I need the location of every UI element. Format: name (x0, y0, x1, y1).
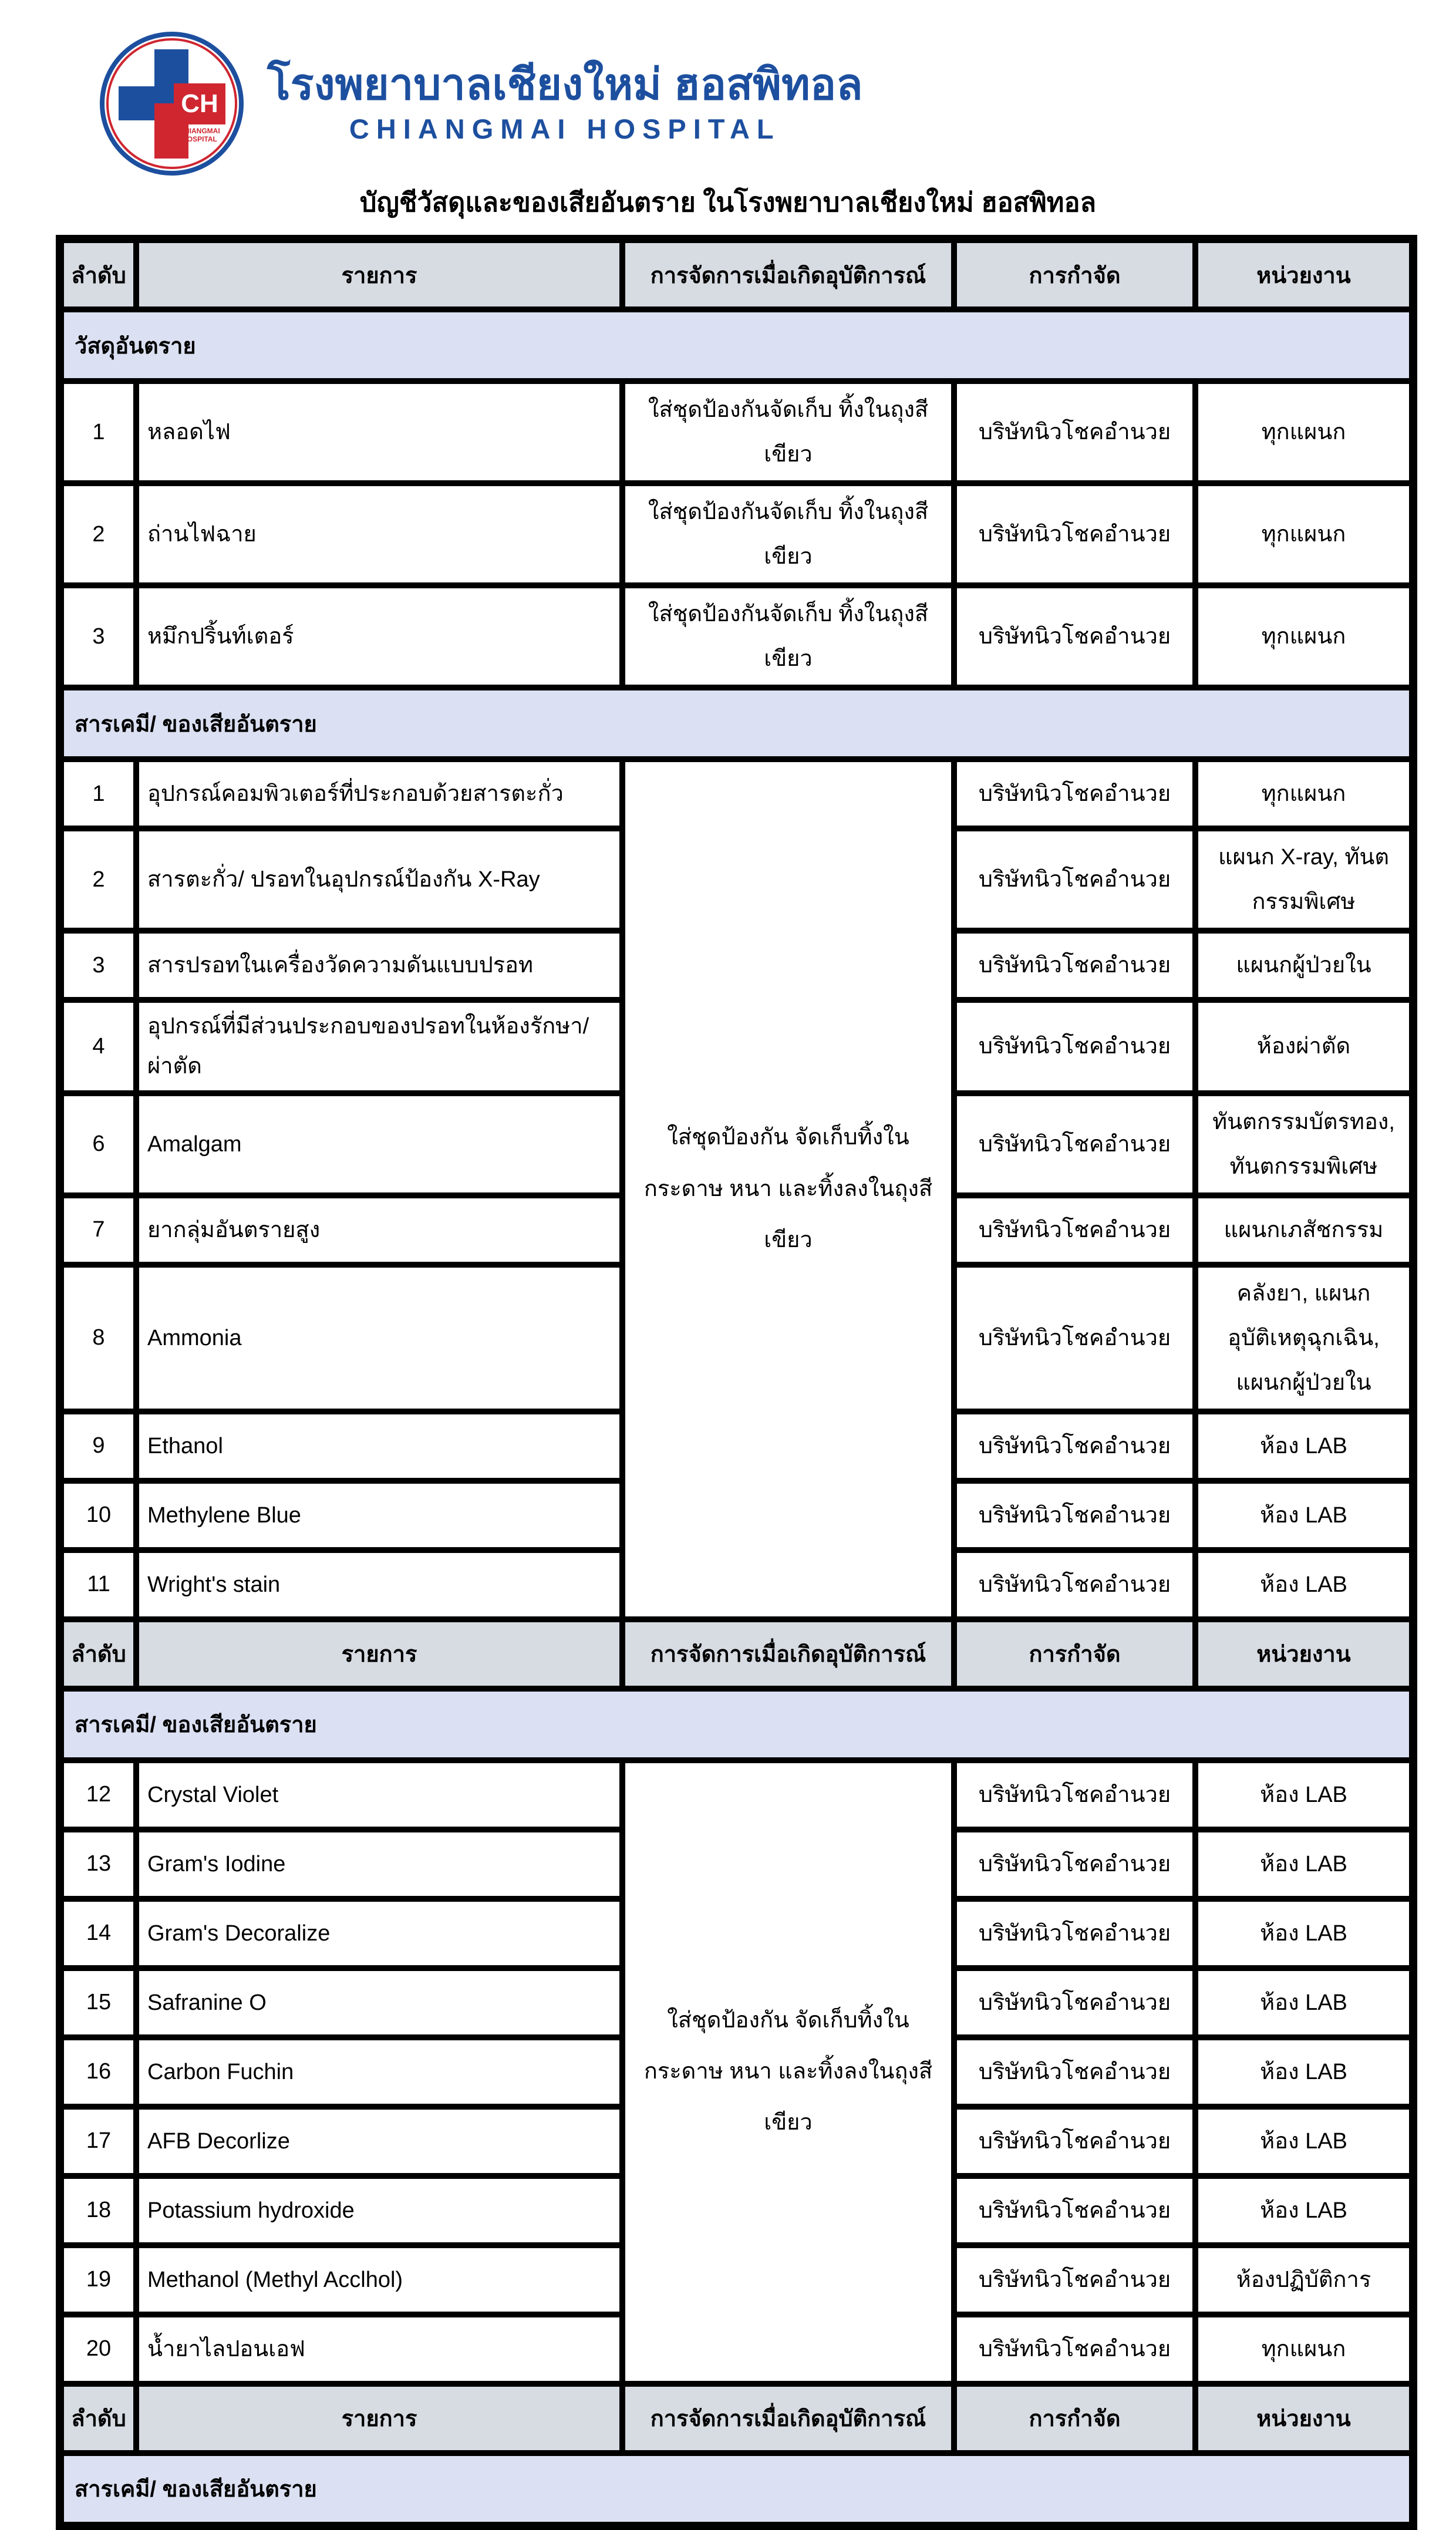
row-number-cell: 3 (60, 931, 136, 1000)
disposal-cell: บริษัทนิวโชคอำนวย (954, 2037, 1195, 2107)
section-header-row (60, 688, 1413, 759)
item-cell: Gram's Decoralize (136, 1899, 622, 1968)
disposal-cell: บริษัทนิวโชคอำนวย (954, 1093, 1195, 1195)
item-cell: น้ำยาไลปอนเอฟ (136, 2315, 622, 2384)
table-row (60, 585, 1413, 688)
item-cell: สารปรอทในเครื่องวัดความดันแบบปรอท (136, 931, 622, 1000)
column-header-2: การจัดการเมื่อเกิดอุบัติการณ์ (622, 2384, 954, 2453)
item-cell: Ethanol (136, 1411, 622, 1481)
disposal-cell: บริษัทนิวโชคอำนวย (954, 1968, 1195, 2037)
disposal-cell: บริษัทนิวโชคอำนวย (954, 759, 1195, 828)
unit-cell: ห้อง LAB (1195, 1968, 1413, 2037)
row-number-cell: 2 (60, 828, 136, 931)
item-cell: ถ่านไฟฉาย (136, 483, 622, 585)
unit-cell: คลังยา, แผนกอุบัติเหตุฉุกเฉิน, แผนกผู้ป่วยใน (1195, 1265, 1413, 1411)
disposal-cell: บริษัทนิวโชคอำนวย (954, 483, 1195, 585)
item-cell: Potassium hydroxide (136, 2176, 622, 2245)
section-header-label: วัสดุอันตราย (60, 309, 1413, 381)
disposal-cell: บริษัทนิวโชคอำนวย (954, 1481, 1195, 1550)
column-header-1: รายการ (136, 2384, 622, 2453)
disposal-cell: บริษัทนิวโชคอำนวย (954, 828, 1195, 931)
item-cell: Crystal Violet (136, 1760, 622, 1830)
unit-cell: ทันตกรรมบัตรทอง, ทันตกรรมพิเศษ (1195, 1093, 1413, 1195)
handling-cell: ใส่ชุดป้องกันจัดเก็บ ทิ้งในถุงสีเขียว (622, 381, 954, 483)
row-number-cell: 17 (60, 2107, 136, 2176)
unit-cell: ทุกแผนก (1195, 483, 1413, 585)
column-header-1: รายการ (136, 239, 622, 309)
disposal-cell: บริษัทนิวโชคอำนวย (954, 1000, 1195, 1093)
row-number-cell: 4 (60, 1000, 136, 1093)
handling-cell: ใส่ชุดป้องกันจัดเก็บ ทิ้งในถุงสีเขียว (622, 585, 954, 688)
document-page (0, 31, 1456, 2502)
unit-cell: ห้อง LAB (1195, 1481, 1413, 1550)
section-header-row (60, 2453, 1413, 2526)
unit-cell: ทุกแผนก (1195, 585, 1413, 688)
unit-cell: ห้องผ่าตัด (1195, 1000, 1413, 1093)
column-header-3: การกำจัด (954, 239, 1195, 309)
row-number-cell: 1 (60, 381, 136, 483)
logo-caption (174, 127, 225, 144)
table-row (60, 759, 1413, 828)
item-cell: Methanol (Methyl Acclhol) (136, 2245, 622, 2315)
row-number-cell: 7 (60, 1195, 136, 1265)
disposal-cell: บริษัทนิวโชคอำนวย (954, 1550, 1195, 1619)
disposal-cell: บริษัทนิวโชคอำนวย (954, 2315, 1195, 2384)
logo-caption-line2: HOSPITAL (182, 134, 217, 143)
item-cell: หมึกปริ้นท์เตอร์ (136, 585, 622, 688)
hazard-table-body (60, 239, 1413, 2526)
unit-cell: ห้อง LAB (1195, 1550, 1413, 1619)
column-header-4: หน่วยงาน (1195, 239, 1413, 309)
disposal-cell: บริษัทนิวโชคอำนวย (954, 2245, 1195, 2315)
unit-cell: ห้อง LAB (1195, 1760, 1413, 1830)
column-header-4: หน่วยงาน (1195, 2384, 1413, 2453)
disposal-cell: บริษัทนิวโชคอำนวย (954, 1899, 1195, 1968)
unit-cell: ทุกแผนก (1195, 381, 1413, 483)
hospital-name-thai: โรงพยาบาลเชียงใหม่ ฮอสพิทอล (267, 59, 863, 109)
unit-cell: แผนก X-ray, ทันตกรรมพิเศษ (1195, 828, 1413, 931)
row-number-cell: 11 (60, 1550, 136, 1619)
handling-cell-merged: ใส่ชุดป้องกัน จัดเก็บทิ้งในกระดาษ หนา และทิ้งลงในถุงสีเขียว (622, 759, 954, 1619)
row-number-cell: 6 (60, 1093, 136, 1195)
table-row (60, 381, 1413, 483)
column-header-2: การจัดการเมื่อเกิดอุบัติการณ์ (622, 239, 954, 309)
disposal-cell: บริษัทนิวโชคอำนวย (954, 931, 1195, 1000)
row-number-cell: 15 (60, 1968, 136, 2037)
item-cell: Wright's stain (136, 1550, 622, 1619)
disposal-cell: บริษัทนิวโชคอำนวย (954, 2107, 1195, 2176)
document-title: บัญชีวัสดุและของเสียอันตราย ในโรงพยาบาลเชียงใหม่ ฮอสพิทอล (359, 187, 1097, 217)
hazardous-materials-table (56, 235, 1417, 2530)
hospital-name-block (267, 59, 863, 146)
unit-cell: ห้อง LAB (1195, 2037, 1413, 2107)
item-cell: Gram's Iodine (136, 1830, 622, 1899)
item-cell: หลอดไฟ (136, 381, 622, 483)
unit-cell: ห้องปฏิบัติการ (1195, 2245, 1413, 2315)
unit-cell: แผนกผู้ป่วยใน (1195, 931, 1413, 1000)
unit-cell: ทุกแผนก (1195, 759, 1413, 828)
column-header-row (60, 239, 1413, 309)
column-header-4: หน่วยงาน (1195, 1619, 1413, 1689)
disposal-cell: บริษัทนิวโชคอำนวย (954, 2176, 1195, 2245)
unit-cell: ห้อง LAB (1195, 2107, 1413, 2176)
item-cell: สารตะกั่ว/ ปรอทในอุปกรณ์ป้องกัน X-Ray (136, 828, 622, 931)
disposal-cell: บริษัทนิวโชคอำนวย (954, 381, 1195, 483)
item-cell: อุปกรณ์ที่มีส่วนประกอบของปรอทในห้องรักษา/ ผ่าตัด (136, 1000, 622, 1093)
hospital-name-english: CHIANGMAI HOSPITAL (349, 113, 781, 145)
logo-monogram: CH (174, 83, 225, 124)
disposal-cell: บริษัทนิวโชคอำนวย (954, 1830, 1195, 1899)
section-header-label: สารเคมี/ ของเสียอันตราย (60, 688, 1413, 759)
disposal-cell: บริษัทนิวโชคอำนวย (954, 1411, 1195, 1481)
row-number-cell: 9 (60, 1411, 136, 1481)
section-header-row (60, 309, 1413, 381)
item-cell: Safranine O (136, 1968, 622, 2037)
row-number-cell: 16 (60, 2037, 136, 2107)
item-cell: ยากลุ่มอันตรายสูง (136, 1195, 622, 1265)
handling-cell-merged: ใส่ชุดป้องกัน จัดเก็บทิ้งในกระดาษ หนา และทิ้งลงในถุงสีเขียว (622, 1760, 954, 2384)
item-cell: อุปกรณ์คอมพิวเตอร์ที่ประกอบด้วยสารตะกั่ว (136, 759, 622, 828)
hospital-brand-header (100, 31, 1456, 176)
row-number-cell: 10 (60, 1481, 136, 1550)
column-header-3: การกำจัด (954, 2384, 1195, 2453)
row-number-cell: 1 (60, 759, 136, 828)
row-number-cell: 14 (60, 1899, 136, 1968)
disposal-cell: บริษัทนิวโชคอำนวย (954, 1760, 1195, 1830)
item-cell: Methylene Blue (136, 1481, 622, 1550)
column-header-0: ลำดับ (60, 1619, 136, 1689)
row-number-cell: 3 (60, 585, 136, 688)
row-number-cell: 13 (60, 1830, 136, 1899)
column-header-1: รายการ (136, 1619, 622, 1689)
hospital-logo (100, 32, 244, 176)
row-number-cell: 2 (60, 483, 136, 585)
unit-cell: ห้อง LAB (1195, 1899, 1413, 1968)
table-row (60, 483, 1413, 585)
column-header-0: ลำดับ (60, 239, 136, 309)
unit-cell: ห้อง LAB (1195, 1830, 1413, 1899)
handling-cell: ใส่ชุดป้องกันจัดเก็บ ทิ้งในถุงสีเขียว (622, 483, 954, 585)
disposal-cell: บริษัทนิวโชคอำนวย (954, 1195, 1195, 1265)
unit-cell: ทุกแผนก (1195, 2315, 1413, 2384)
item-cell: Carbon Fuchin (136, 2037, 622, 2107)
section-header-label: สารเคมี/ ของเสียอันตราย (60, 1689, 1413, 1760)
row-number-cell: 8 (60, 1265, 136, 1411)
column-header-3: การกำจัด (954, 1619, 1195, 1689)
disposal-cell: บริษัทนิวโชคอำนวย (954, 1265, 1195, 1411)
row-number-cell: 20 (60, 2315, 136, 2384)
row-number-cell: 19 (60, 2245, 136, 2315)
item-cell: AFB Decorlize (136, 2107, 622, 2176)
unit-cell: ห้อง LAB (1195, 1411, 1413, 1481)
item-cell: Ammonia (136, 1265, 622, 1411)
column-header-0: ลำดับ (60, 2384, 136, 2453)
disposal-cell: บริษัทนิวโชคอำนวย (954, 585, 1195, 688)
item-cell: Amalgam (136, 1093, 622, 1195)
logo-caption-line1: CHIANGMAI (179, 126, 220, 135)
table-row (60, 1760, 1413, 1830)
unit-cell: ห้อง LAB (1195, 2176, 1413, 2245)
row-number-cell: 18 (60, 2176, 136, 2245)
unit-cell: แผนกเภสัชกรรม (1195, 1195, 1413, 1265)
row-number-cell: 12 (60, 1760, 136, 1830)
section-header-row (60, 1689, 1413, 1760)
column-header-row (60, 2384, 1413, 2453)
section-header-label: สารเคมี/ ของเสียอันตราย (60, 2453, 1413, 2526)
column-header-2: การจัดการเมื่อเกิดอุบัติการณ์ (622, 1619, 954, 1689)
column-header-row (60, 1619, 1413, 1689)
